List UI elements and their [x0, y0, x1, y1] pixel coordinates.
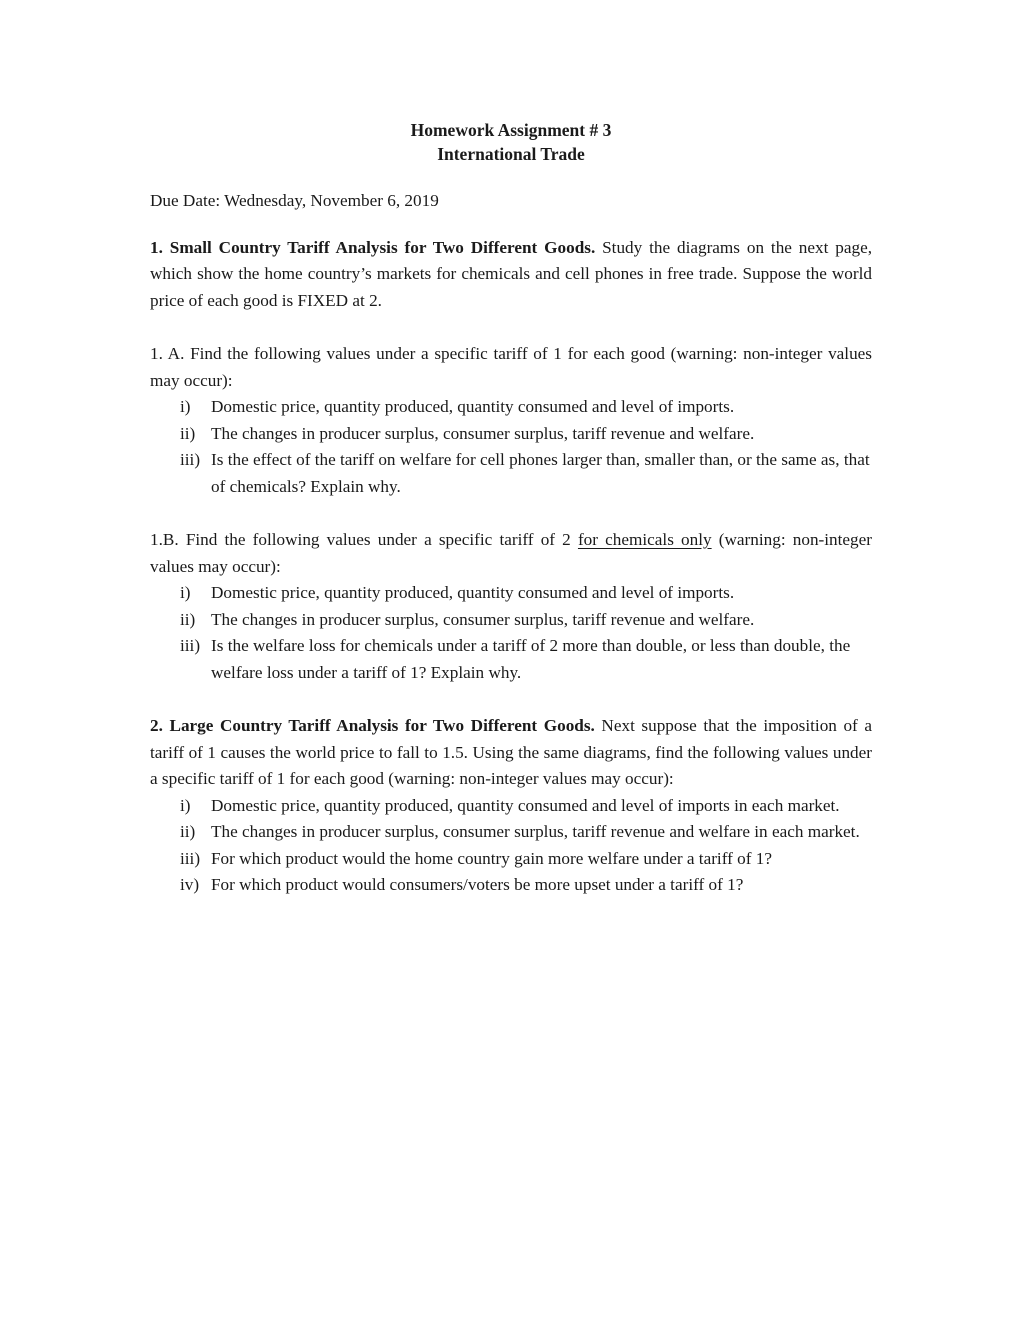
item-number: ii): [180, 822, 196, 841]
item-number: iv): [180, 875, 200, 894]
list-item: [180, 633, 872, 686]
item-text: Is the effect of the tariff on welfare for cell phones larger than, smaller than, or the same as, that of chemicals? Explain why.: [211, 450, 870, 496]
item-text: The changes in producer surplus, consumer surplus, tariff revenue and welfare.: [211, 609, 755, 629]
item-text: Domestic price, quantity produced, quantity consumed and level of imports.: [211, 397, 735, 416]
item-number: ii): [180, 423, 196, 443]
question-2-list: [150, 793, 872, 899]
item-text: For which product would the home country gain more welfare under a tariff of 1?: [211, 848, 772, 868]
question-1a-text: 1. A. Find the following values under a specific tariff of 1 for each good (warning: non-integer values may occur):: [150, 344, 872, 390]
document-page: [150, 118, 872, 899]
item-number: iii): [180, 636, 201, 655]
item-number: i): [180, 583, 191, 602]
list-item: [180, 819, 872, 846]
list-item: [180, 846, 872, 873]
question-1b-text-start: 1.B. Find the following values under a specific tariff of 2: [150, 530, 578, 549]
item-number: iii): [180, 848, 201, 868]
list-item: [180, 447, 872, 500]
document-title: Homework Assignment # 3: [410, 120, 612, 140]
item-number: ii): [180, 609, 196, 629]
item-text: The changes in producer surplus, consumer surplus, tariff revenue and welfare.: [211, 423, 755, 443]
item-number: i): [180, 397, 191, 416]
list-item: [180, 394, 872, 421]
list-item: [180, 580, 872, 607]
item-number: i): [180, 795, 191, 815]
question-1b-list: [150, 580, 872, 686]
due-date: Due Date: Wednesday, November 6, 2019: [150, 191, 439, 210]
item-text: For which product would consumers/voters be more upset under a tariff of 1?: [211, 875, 744, 894]
item-text: The changes in producer surplus, consumer surplus, tariff revenue and welfare in each market.: [211, 822, 860, 841]
list-item: [180, 421, 872, 448]
item-text: Domestic price, quantity produced, quantity consumed and level of imports in each market.: [211, 795, 840, 815]
list-item: [180, 872, 872, 899]
question-1-heading: 1. Small Country Tariff Analysis for Two Different Goods.: [150, 237, 596, 257]
question-2-heading: 2. Large Country Tariff Analysis for Two Different Goods.: [150, 716, 595, 735]
item-number: iii): [180, 450, 201, 469]
question-2: [150, 713, 872, 793]
question-1-text: Study the diagrams on the next page, which show the home country’s markets for chemicals and cell phones in free trade. Suppose the world price of each good is FIXED at 2.: [150, 237, 873, 310]
question-1b-text: [150, 527, 872, 580]
document-subtitle: International Trade: [437, 144, 585, 164]
question-1a-list: [150, 394, 872, 500]
question-2-text: Next suppose that the imposition of a tariff of 1 causes the world price to fall to 1.5. Using the same diagrams, find the following values under a specific tariff of 1 for each good (warning: non-integer values may occur):: [150, 716, 872, 788]
title-block: [150, 118, 872, 166]
list-item: [180, 607, 872, 634]
underlined-phrase: for chemicals only: [577, 530, 712, 549]
item-text: Domestic price, quantity produced, quantity consumed and level of imports.: [211, 583, 735, 602]
list-item: [180, 793, 872, 820]
question-1: [150, 235, 872, 315]
item-text: Is the welfare loss for chemicals under a tariff of 2 more than double, or less than double, the welfare loss under a tariff of 1? Explain why.: [211, 636, 851, 682]
question-1b-text-end: (warning: non-integer values may occur):: [150, 530, 872, 576]
